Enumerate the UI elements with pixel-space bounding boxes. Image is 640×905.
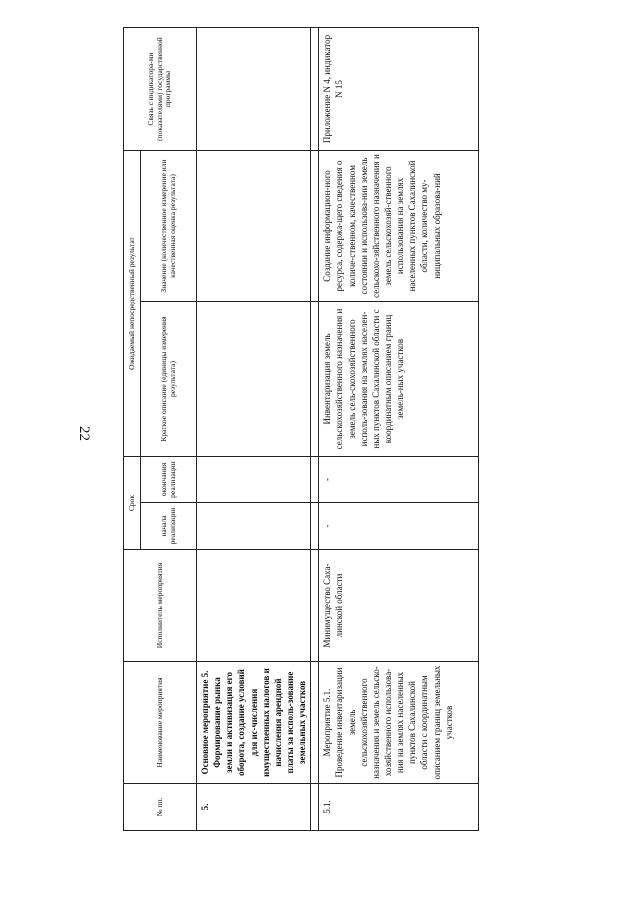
header-link: Связь с индикатора-ми (показателями) государственной программы <box>124 28 197 151</box>
table-row <box>197 28 311 831</box>
row-5-1-name: Мероприятие 5.1. Проведение инвентаризации земель сельскохозяйственного назначения и земель сельско-хозяйственного использова-ния на землях населенных пунктов Сахалинской области с координатным описанием границ земельных участков <box>319 662 479 784</box>
row-5-1-link: Приложение N 4, индикатор N 15 <box>319 28 479 151</box>
table-gap-row <box>311 28 319 831</box>
measures-table-rotated <box>123 28 459 831</box>
row-5-link <box>197 28 311 151</box>
row-5-1-end: - <box>319 457 479 503</box>
header-executor: Исполнитель мероприятия <box>124 550 197 662</box>
table-row <box>319 28 479 831</box>
header-start: начала реализации <box>141 503 197 550</box>
header-desc: Краткое описание (единицы измерения результата) <box>141 302 197 457</box>
header-name: Наименование мероприятия <box>124 662 197 784</box>
header-value: Значение (количественное измерение или качественная оценка результата) <box>141 151 197 302</box>
row-5-1-value: Создание информацион-ного ресурса, содержа-щего сведения о количе-ственном, качественном состоянии и использова-нии земель сельскохо-зяйственного назначения и земель сельскохозяй-ственного использования на землях населенных пунктов Сахалинской области, количество му-ниципальных образова-ний <box>319 151 479 302</box>
row-5-1-desc: Инвентаризация земель сельскохозяйственного назначения и земель сель-скохозяйственного исполь-зования на землях населен-ных пунктов Сахалинской области с координатным описанием границ земель-ных участков <box>319 302 479 457</box>
row-5-start <box>197 503 311 550</box>
row-5-1-num: 5.1. <box>319 784 479 831</box>
header-result: Ожидаемый непосредственный результат <box>124 151 141 457</box>
row-5-name: Основное мероприятие 5. Формирование рынка земли и активизация его оборота, создание условий для ис-числения имущественных налогов и начисления арендной платы за исполь-зование земельных участков <box>197 662 311 784</box>
header-num: № пп. <box>124 784 197 831</box>
page-number: 22 <box>76 426 92 441</box>
row-5-1-executor: Минимущество Саха-линской области <box>319 550 479 662</box>
measures-table <box>123 27 479 831</box>
row-5-executor <box>197 550 311 662</box>
header-term: Срок <box>124 457 141 550</box>
row-5-desc <box>197 302 311 457</box>
row-5-num: 5. <box>197 784 311 831</box>
row-5-end <box>197 457 311 503</box>
header-end: окончания реализации <box>141 457 197 503</box>
row-5-value <box>197 151 311 302</box>
row-5-1-start: - <box>319 503 479 550</box>
